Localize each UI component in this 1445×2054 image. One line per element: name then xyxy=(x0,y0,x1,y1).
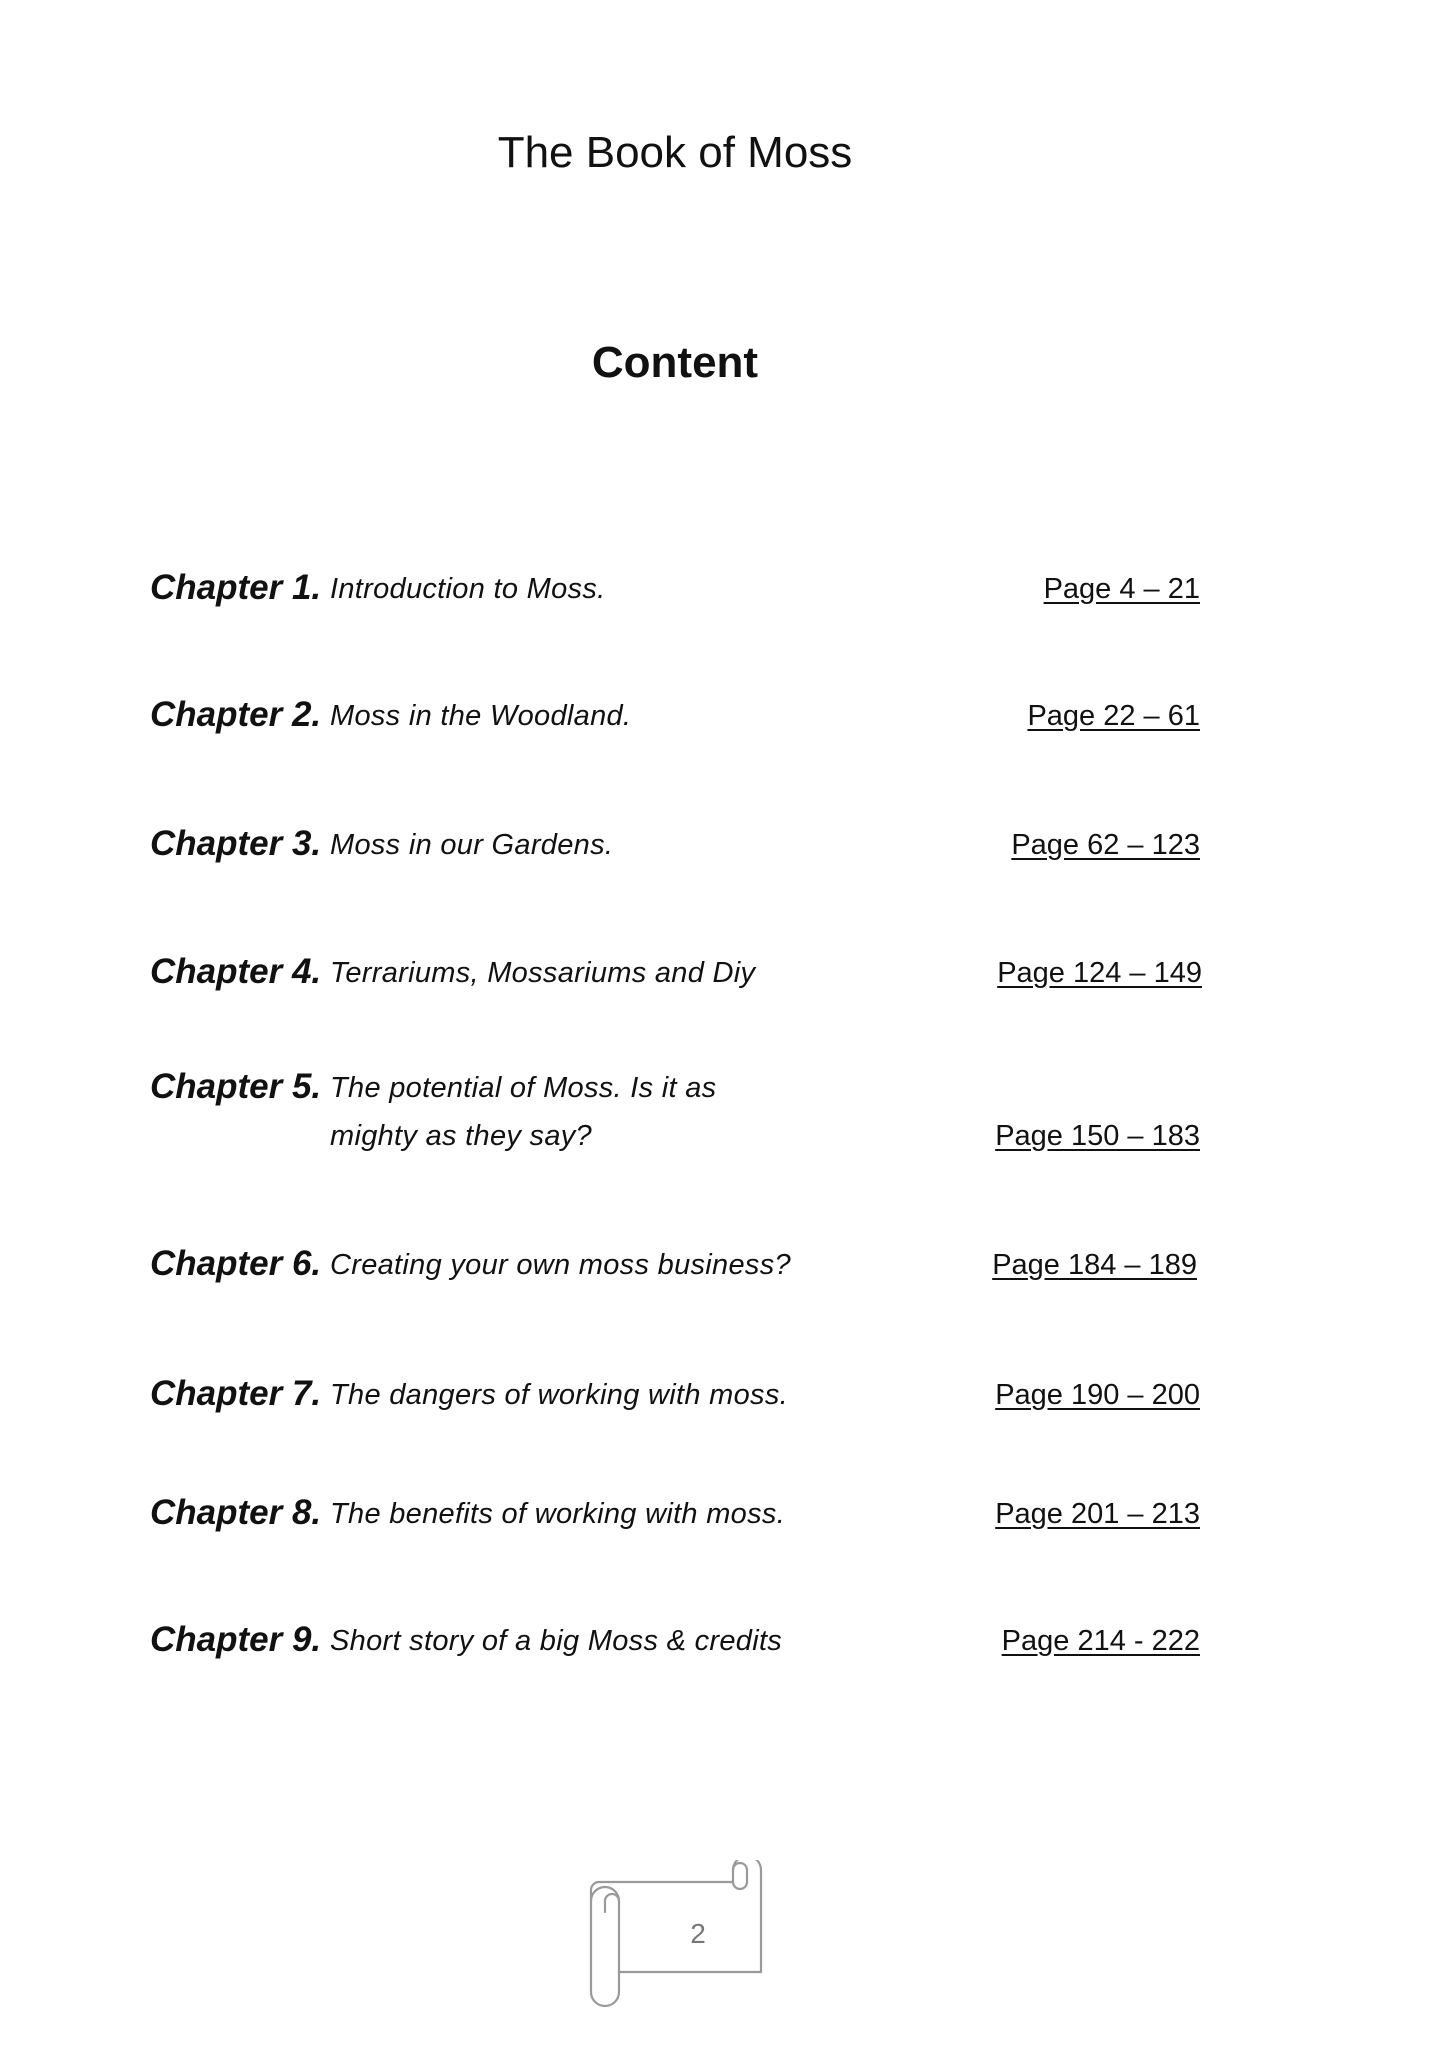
toc-row-chapter-3 xyxy=(150,804,1200,864)
chapter-label: Chapter 8. xyxy=(150,1493,322,1532)
chapter-page-range: Page 184 – 189 xyxy=(992,1249,1197,1281)
chapter-title: Creating your own moss business? xyxy=(330,1249,791,1281)
chapter-label: Chapter 3. xyxy=(150,824,322,863)
chapter-page-range: Page 190 – 200 xyxy=(995,1379,1200,1411)
chapter-title: Short story of a big Moss & credits xyxy=(330,1625,783,1657)
chapter-label: Chapter 2. xyxy=(150,695,322,734)
toc-row-chapter-7 xyxy=(150,1354,1200,1414)
toc-row-chapter-5 xyxy=(150,1060,1200,1170)
toc-row-chapter-8 xyxy=(150,1473,1200,1533)
chapter-label: Chapter 7. xyxy=(150,1374,322,1413)
chapter-title: The dangers of working with moss. xyxy=(330,1379,788,1411)
toc-row-chapter-1 xyxy=(150,548,1200,608)
toc-row-chapter-4 xyxy=(150,932,1200,992)
chapter-title: The benefits of working with moss. xyxy=(330,1498,786,1530)
toc-row-chapter-6 xyxy=(150,1224,1200,1284)
chapter-page-range: Page 201 – 213 xyxy=(995,1498,1200,1530)
page-number: 2 xyxy=(690,1918,706,1949)
chapter-label: Chapter 1. xyxy=(150,568,322,607)
chapter-page-range: Page 22 – 61 xyxy=(1027,700,1200,732)
chapter-label: Chapter 5. xyxy=(150,1067,322,1106)
chapter-page-range: Page 124 – 149 xyxy=(997,957,1202,989)
chapter-title-continued: mighty as they say? xyxy=(330,1120,592,1152)
section-title: Content xyxy=(591,338,759,387)
chapter-title: Moss in our Gardens. xyxy=(330,829,614,861)
book-title: The Book of Moss xyxy=(497,128,853,177)
chapter-page-range: Page 62 – 123 xyxy=(1011,829,1200,861)
toc-row-chapter-2 xyxy=(150,675,1200,735)
chapter-page-range: Page 4 – 21 xyxy=(1043,573,1200,605)
toc-row-chapter-9 xyxy=(150,1600,1200,1660)
chapter-page-range: Page 150 – 183 xyxy=(995,1120,1200,1152)
chapter-page-range: Page 214 - 222 xyxy=(1001,1625,1200,1657)
chapter-label: Chapter 6. xyxy=(150,1244,322,1283)
page-footer xyxy=(583,1860,773,2010)
chapter-title: Introduction to Moss. xyxy=(330,573,606,605)
chapter-title: Terrariums, Mossariums and Diy xyxy=(330,957,756,989)
chapter-label: Chapter 9. xyxy=(150,1620,322,1659)
chapter-title: Moss in the Woodland. xyxy=(330,700,632,732)
chapter-label: Chapter 4. xyxy=(150,952,322,991)
chapter-title: The potential of Moss. Is it as xyxy=(330,1072,717,1104)
